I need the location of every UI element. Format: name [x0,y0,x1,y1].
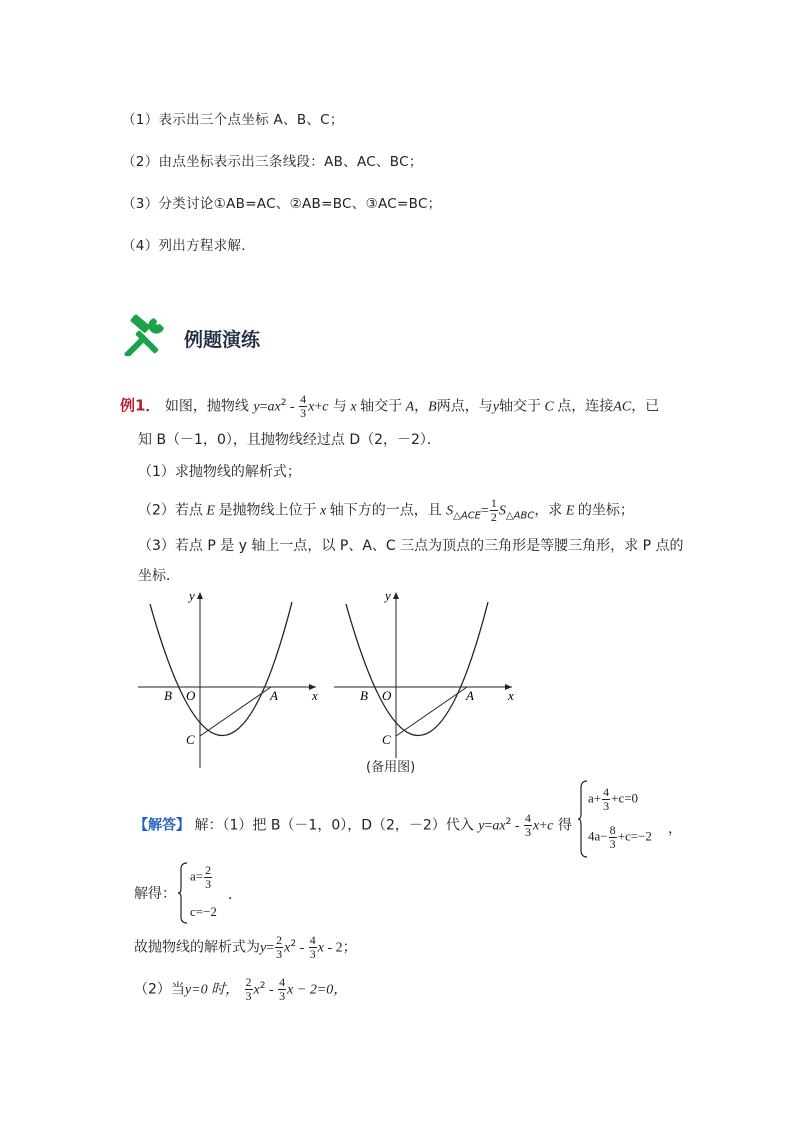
step-2: （2）由点坐标表示出三条线段：AB、AC、BC； [122,154,423,170]
fraction: $\frac{4}{3}$ [300,392,307,421]
question-3: （3）若点 P 是 y 轴上一点，以 P、A、C 三点为顶点的三角形是等腰三角形，求 P 点的 [138,538,684,554]
point-c-label: C [186,732,195,747]
svg-text:B: B [360,688,368,703]
figure-caption: (备用图) [366,760,416,775]
point-a-label: A [270,688,278,703]
y-axis-label: y [189,588,195,603]
solution-line-4: （2）当y=0 时， $\frac{2}{3}$ $x^2$ - $\frac{4}{3}$ x − 2=0， [134,975,348,1004]
question-3-end: 坐标． [138,568,180,584]
svg-text:x: x [508,688,514,703]
question-1: （1）求抛物线的解析式； [138,464,301,480]
tools-icon [124,314,172,360]
equation-system-1: a+ $\frac{4}{3}$ +c=0 4a− $\frac{8}{3}$ +c=−2 [578,780,678,858]
equation-system-2: a= $\frac{2}{3}$ c=−2 [178,862,238,924]
point-b-label: B [164,688,172,703]
step-3: （3）分类讨论①AB=AC、②AB=BC、③AC=BC； [122,196,442,212]
x-axis-label: x [312,688,318,703]
answer-label: 【解答】 [134,817,190,834]
figure-parabola [130,588,330,777]
solution-solved-label: 解得： [134,886,176,902]
svg-text:y: y [385,588,391,603]
question-2: （2）若点 E 是抛物线上位于 x 轴下方的一点，且 $S_{\triangle ACE}=$ $\frac{1}{2}$ $S_{\triangle ABC}$，求 E 的坐标； [138,496,634,524]
svg-text:C: C [382,732,391,747]
svg-text:O: O [382,688,392,703]
solution-line-3: 故抛物线的解析式为y= $\frac{2}{3}$ $x^2$ - $\frac{4}{3}$ x - 2； [134,933,357,962]
figure-parabola-spare [326,588,526,777]
section-title: 例题演练 [184,329,261,351]
example-line-2: 知 B（－1，0），且抛物线经过点 D（2，－2）． [138,432,441,448]
origin-label: O [186,688,196,703]
example-label: 例1． [120,396,161,415]
example-line-1: 例1． 如图，抛物线 $y=ax^2$ - $\frac{4}{3}$ x+c 与 x 轴交于 A，B两点，与y轴交于 C 点，连接AC，已 [120,392,660,421]
step-1: （1）表示出三个点坐标 A、B、C； [122,112,344,128]
solution-line-1: 【解答】 解：（1）把 B（－1，0），D（2，－2）代入 $y=ax^2$ - $\frac{4}{3}$ x+c 得 [134,811,572,840]
step-4: （4）列出方程求解． [122,238,256,254]
svg-text:A: A [466,688,474,703]
